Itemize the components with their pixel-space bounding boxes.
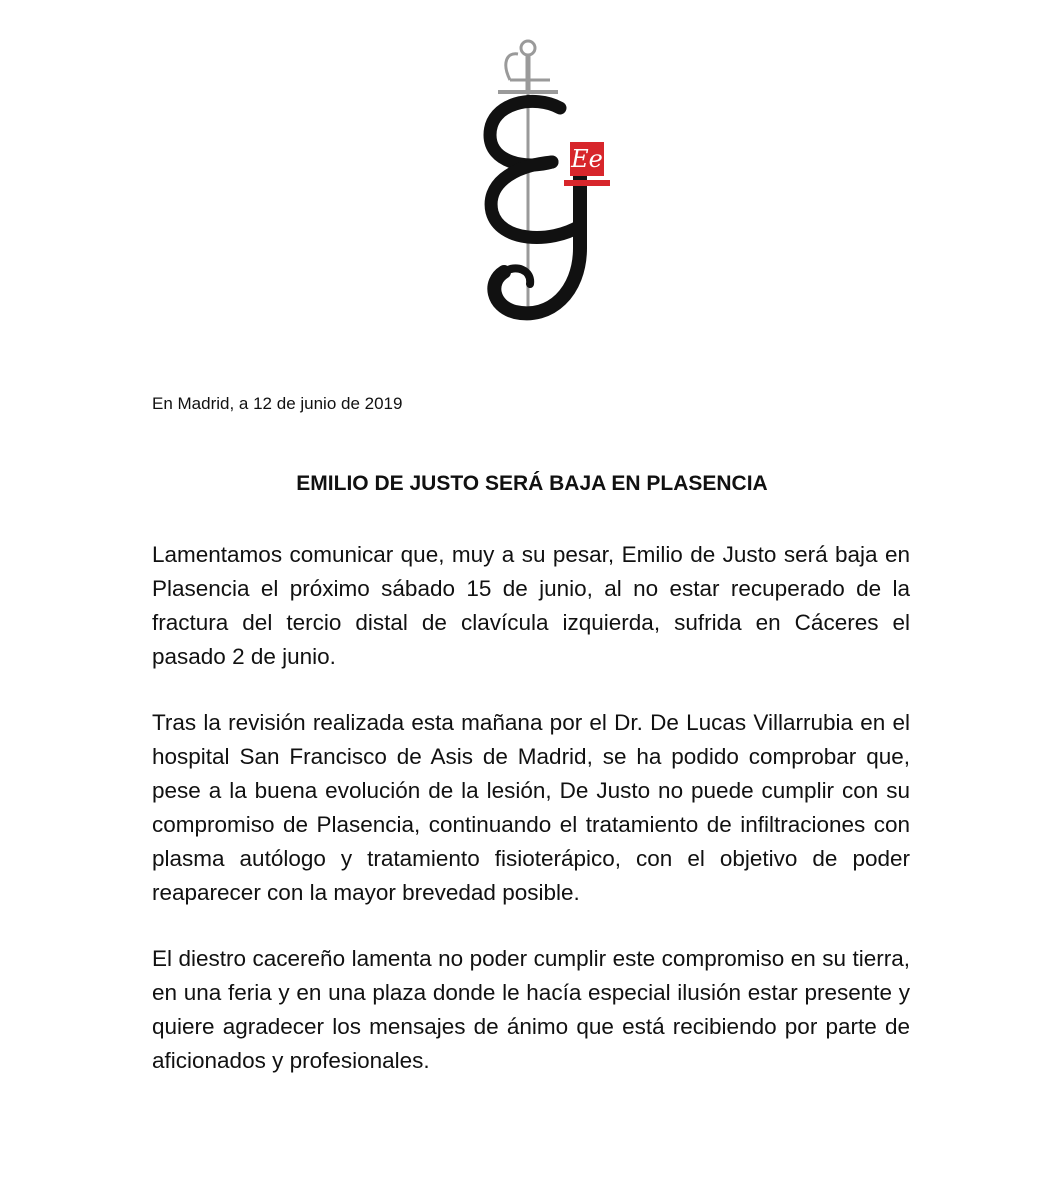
letter-dateline: En Madrid, a 12 de junio de 2019	[152, 394, 403, 413]
logo-letter: Ee	[571, 145, 603, 173]
monogram-icon	[490, 101, 580, 313]
body-paragraph-2: Tras la revisión realizada esta mañana por el Dr. De Lucas Villarrubia en el hospital San Francisco de Asis de Madrid, se ha podido comprobar que, pese a la buena evolución de la lesión, De Justo no puede cumplir con su compromiso de Plasencia, continuando el tratamiento de infiltraciones con plasma autólogo y tratamiento fisioterápico, con el objetivo de poder reaparecer con la mayor brevedad posible.	[152, 710, 910, 905]
body-paragraph-1: Lamentamos comunicar que, muy a su pesar, Emilio de Justo será baja en Plasencia el próximo sábado 15 de junio, al no estar recuperado de la fractura del tercio distal de clavícula izquierda, sufrida en Cáceres el pasado 2 de junio.	[152, 542, 910, 669]
letterhead-logo	[440, 30, 630, 330]
letter-body	[152, 538, 910, 1110]
body-paragraph-3: El diestro cacereño lamenta no poder cumplir este compromiso en su tierra, en una feria y en una plaza donde le hacía especial ilusión estar presente y quiere agradecer los mensajes de ánimo que está recibiendo por parte de aficionados y profesionales.	[152, 946, 910, 1073]
letter-headline: EMILIO DE JUSTO SERÁ BAJA EN PLASENCIA	[296, 472, 768, 495]
